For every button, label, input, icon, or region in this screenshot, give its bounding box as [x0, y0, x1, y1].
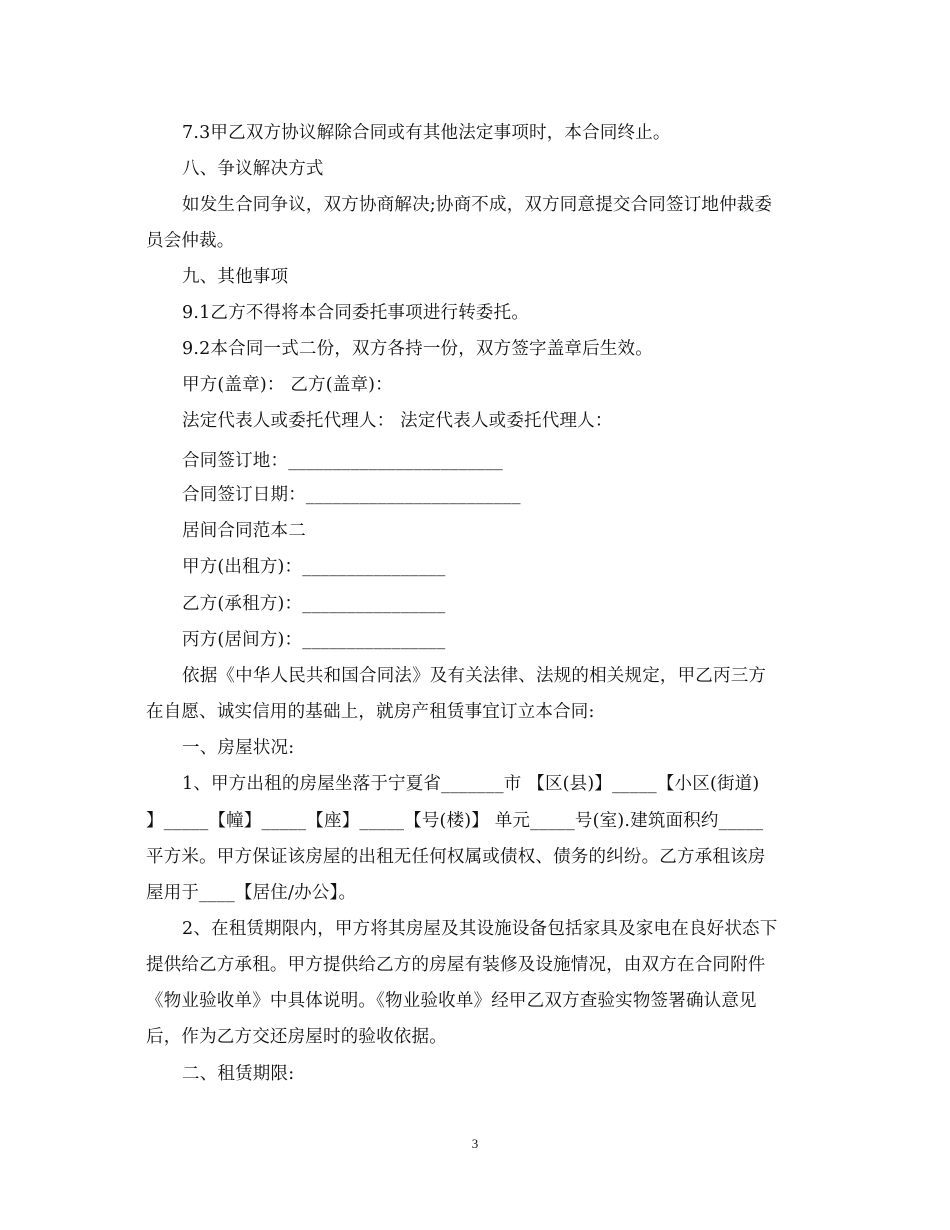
text-line: 后，作为乙方交还房屋时的验收依据。 [146, 1027, 447, 1047]
section-heading: 一、房屋状况: [182, 738, 295, 758]
document-subtitle: 居间合同范本二 [182, 521, 306, 541]
text-line: 员会仲裁。 [146, 231, 235, 251]
signature-line: 甲方(盖章)： 乙方(盖章)： [182, 375, 393, 395]
text-line: 】_____【幢】_____【座】_____【号(楼)】 单元_____号(室).建筑面积约_____ [146, 811, 764, 831]
text-line: 如发生合同争议，双方协商解决;协商不成，双方同意提交合同签订地仲裁委 [182, 195, 773, 215]
text-line: 9.2本合同一式二份，双方各持一份，双方签字盖章后生效。 [182, 339, 653, 359]
blank-field-line: 合同签订地：________________________ [182, 451, 503, 471]
text-line: 提供给乙方承租。甲方提供给乙方的房屋有装修及设施情况，由双方在合同附件 [146, 955, 766, 975]
page-number: 3 [471, 1136, 479, 1151]
text-line: 平方米。甲方保证该房屋的出租无任何权属或债权、债务的纠纷。乙方承租该房 [146, 847, 766, 867]
text-line: 7.3甲乙双方协议解除合同或有其他法定事项时，本合同终止。 [182, 123, 671, 143]
text-line: 2、在租赁期限内，甲方将其房屋及其设施设备包括家具及家电在良好状态下 [182, 919, 778, 939]
blank-field-line: 甲方(出租方)：________________ [182, 557, 446, 577]
text-line: 在自愿、诚实信用的基础上，就房产租赁事宜订立本合同: [146, 702, 595, 722]
section-heading: 二、租赁期限: [182, 1064, 295, 1084]
text-line: 9.1乙方不得将本合同委托事项进行转委托。 [182, 303, 530, 323]
signature-line: 法定代表人或委托代理人： 法定代表人或委托代理人： [182, 411, 613, 431]
text-line: 《物业验收单》中具体说明。《物业验收单》经甲乙双方查验实物签署确认意见 [146, 991, 757, 1011]
text-line: 屋用于____【居住/办公】。 [146, 883, 357, 903]
section-heading: 九、其他事项 [182, 267, 289, 287]
section-heading: 八、争议解决方式 [182, 159, 324, 179]
text-line: 依据《中华人民共和国合同法》及有关法律、法规的相关规定，甲乙丙三方 [182, 666, 767, 686]
blank-field-line: 丙方(居间方)：________________ [182, 630, 446, 650]
blank-field-line: 合同签订日期：________________________ [182, 485, 521, 505]
blank-field-line: 乙方(承租方)：________________ [182, 594, 446, 614]
text-line: 1、甲方出租的房屋坐落于宁夏省_______市 【区(县)】_____【小区(街道) [182, 774, 760, 794]
